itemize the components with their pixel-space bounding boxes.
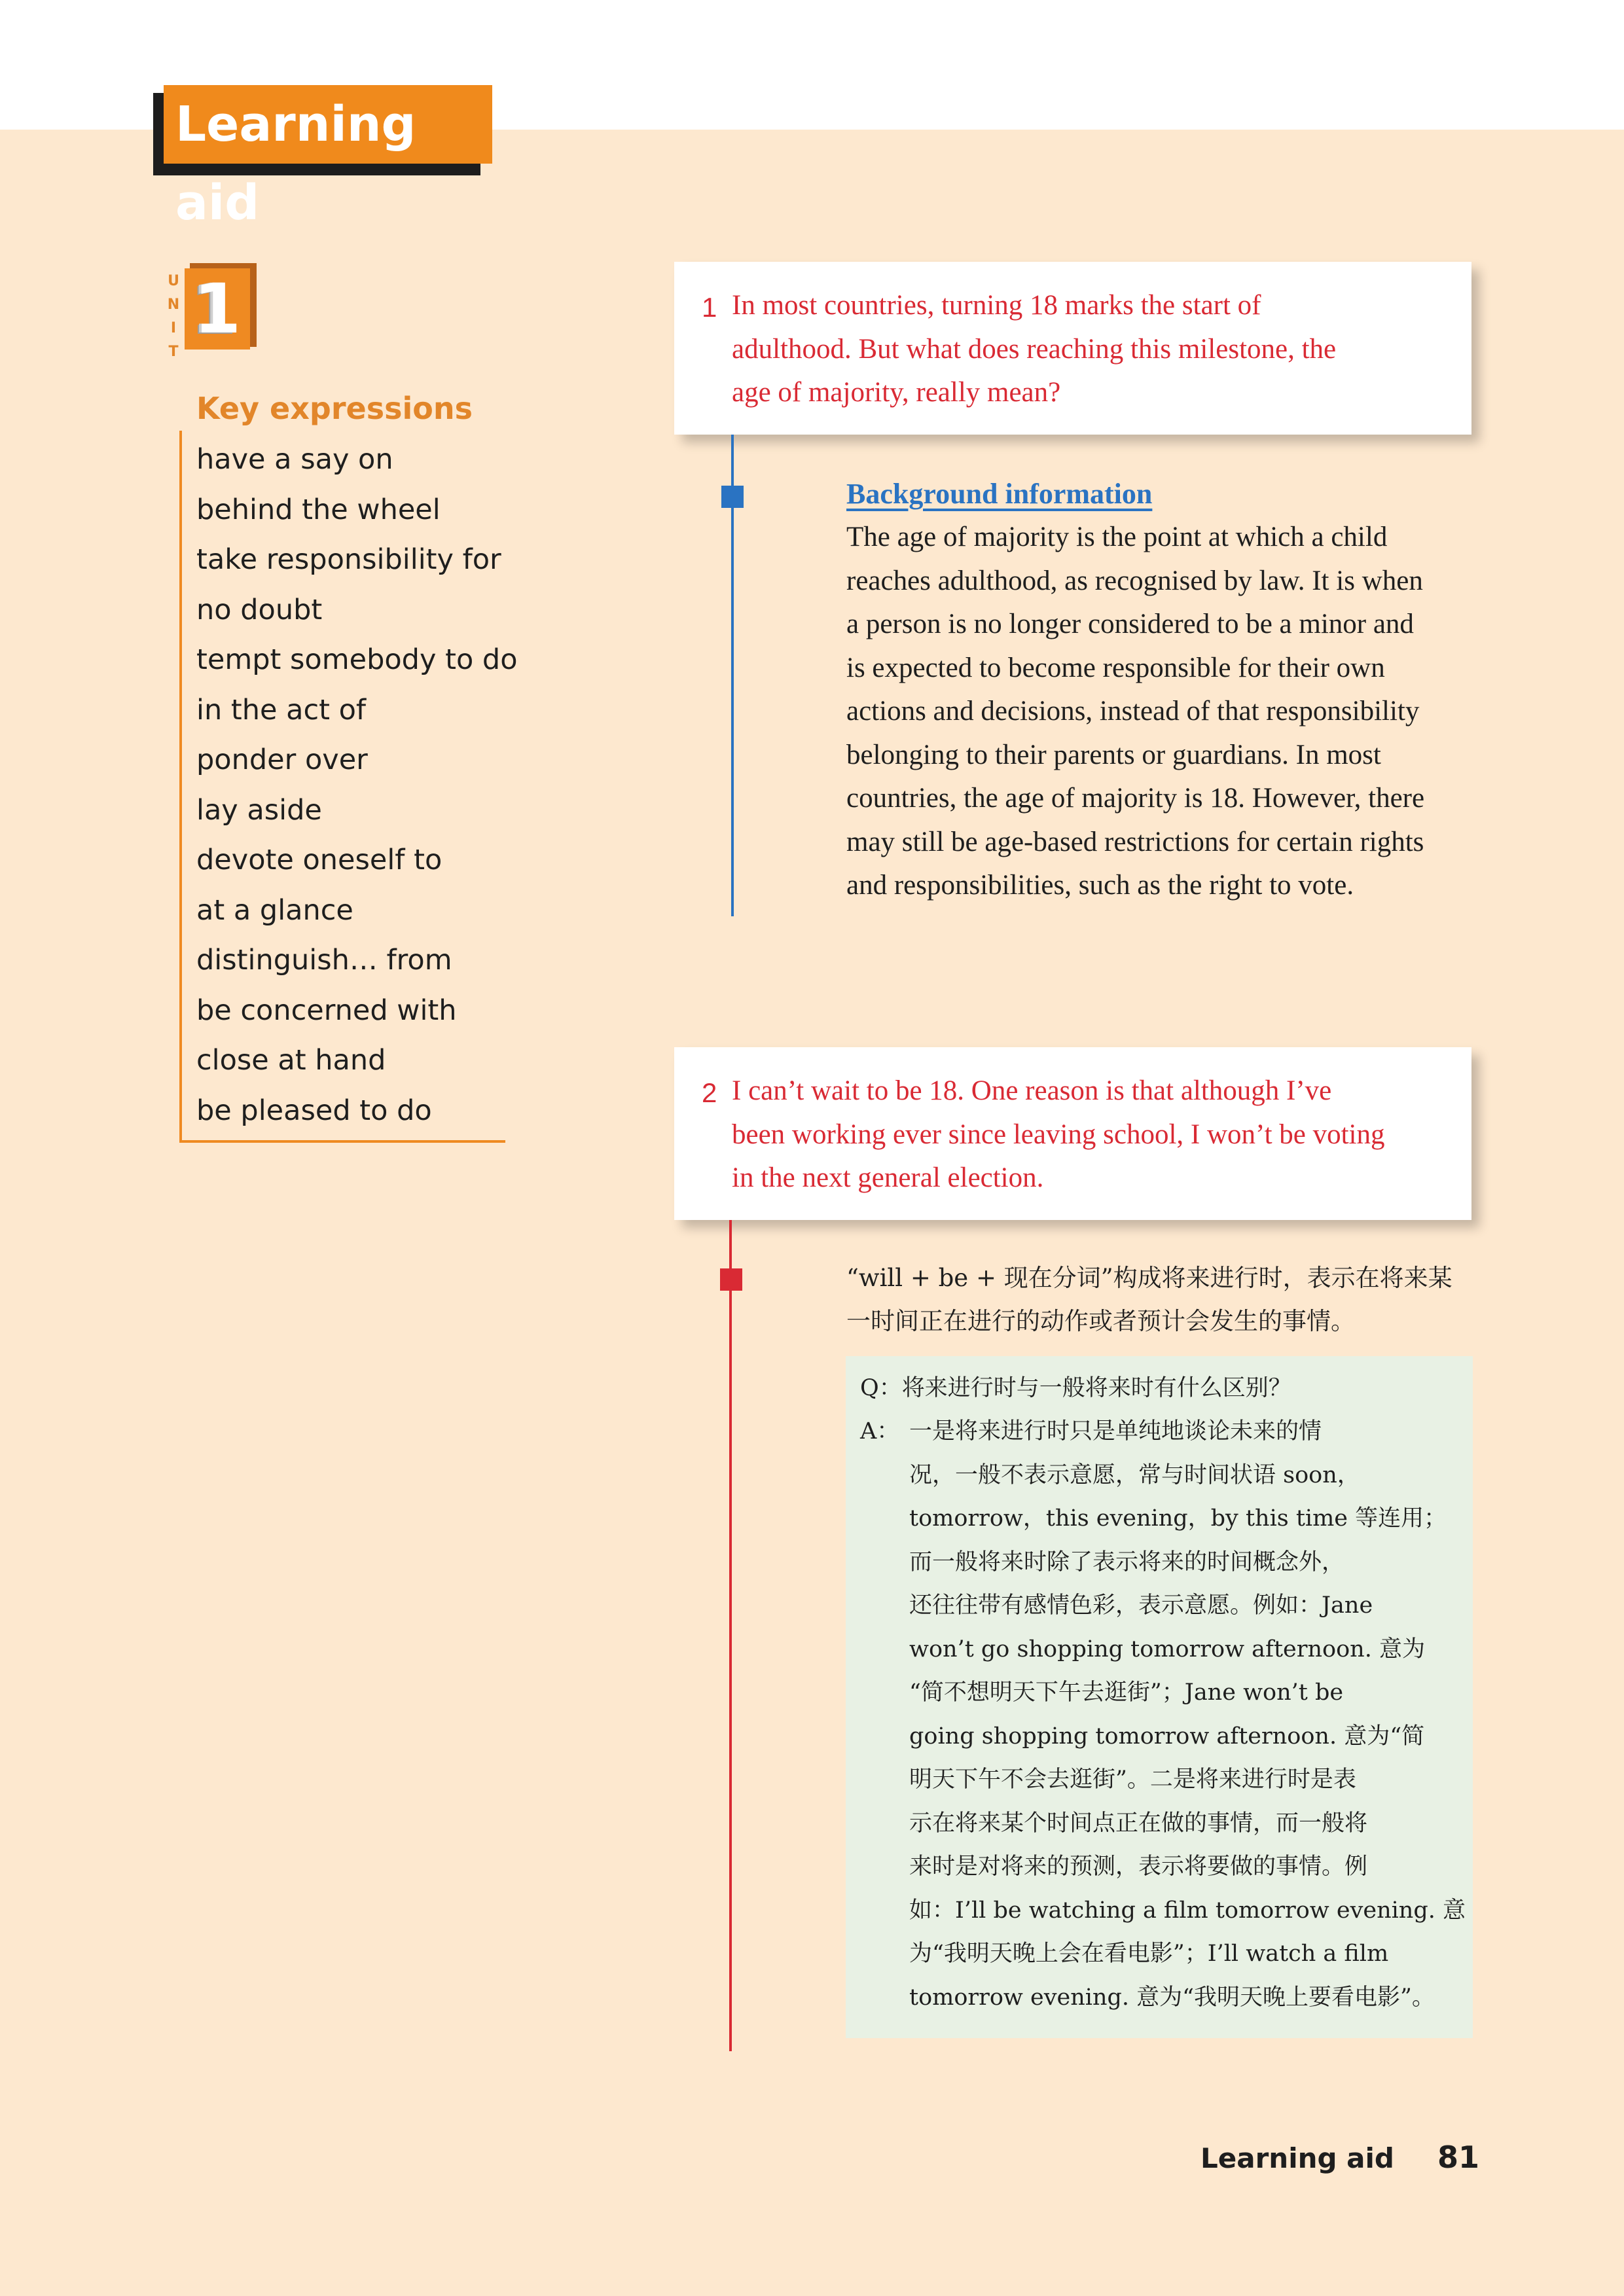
- background-line: actions and decisions, instead of that responsibility: [846, 696, 1420, 726]
- unit-letter: N: [167, 296, 180, 313]
- key-expression-item: be concerned with: [196, 994, 457, 1027]
- key-expression-item: distinguish… from: [196, 944, 452, 977]
- key-expression-item: ponder over: [196, 744, 368, 776]
- note-2-quote-line: I can’t wait to be 18. One reason is that although I’ve: [732, 1075, 1332, 1106]
- key-expression-item: at a glance: [196, 893, 353, 927]
- qa-answer-line: 为“我明天晚上会在看电影”；I’ll watch a film: [909, 1941, 1389, 1967]
- qa-question: Q：将来进行时与一般将来时有什么区别？: [860, 1375, 1291, 1401]
- qa-answer-line: tomorrow evening. 意为“我明天晚上要看电影”。: [909, 1984, 1435, 2011]
- footer-section-label: Learning aid: [1200, 2142, 1394, 2174]
- note-1-quote: [732, 284, 1458, 415]
- unit-number: 1: [185, 268, 250, 350]
- key-expression-item: no doubt: [196, 593, 323, 626]
- note-2-connector-line: [729, 1220, 732, 2051]
- key-expression-item: tempt somebody to do: [196, 643, 518, 676]
- qa-answer-label: A：: [860, 1418, 900, 1444]
- grammar-note: [846, 1257, 1478, 1343]
- note-2-number: 2: [702, 1077, 717, 1108]
- note-1-quote-line: In most countries, turning 18 marks the start of: [732, 290, 1261, 321]
- key-expression-item: have a say on: [196, 443, 393, 476]
- qa-answer-line: 如：I’ll be watching a film tomorrow evening. 意: [909, 1897, 1466, 1924]
- qa-answer-line: “简不想明天下午去逛街”；Jane won’t be: [909, 1679, 1344, 1706]
- key-expression-item: devote oneself to: [196, 844, 442, 876]
- background-line: reaches adulthood, as recognised by law. It is when: [846, 565, 1423, 596]
- background-information-text: [846, 516, 1465, 908]
- grammar-note-line: 一时间正在进行的动作或者预计会发生的事情。: [846, 1307, 1355, 1335]
- key-expression-item: lay aside: [196, 793, 322, 827]
- qa-panel: [846, 1356, 1473, 2038]
- note-2-quote-box: [674, 1047, 1471, 1220]
- note-1-marker: [721, 486, 744, 508]
- qa-answer-line: won’t go shopping tomorrow afternoon. 意为: [909, 1636, 1425, 1662]
- qa-answer-line: 明天下午不会去逛街”。二是将来进行时是表: [909, 1767, 1356, 1793]
- key-expressions-border: [179, 431, 182, 1143]
- note-1-quote-box: [674, 262, 1471, 435]
- note-2-quote: [732, 1069, 1458, 1200]
- note-2-quote-line: been working ever since leaving school, I won’t be voting: [732, 1119, 1385, 1150]
- qa-answer-line: 况，一般不表示意愿，常与时间状语 soon，: [909, 1462, 1360, 1488]
- key-expression-item: be pleased to do: [196, 1094, 432, 1127]
- qa-answer-line: 一是将来进行时只是单纯地谈论未来的情: [909, 1418, 1322, 1444]
- unit-letter: I: [170, 320, 177, 336]
- qa-answer-line: going shopping tomorrow afternoon. 意为“简: [909, 1723, 1425, 1749]
- key-expressions-bottom-rule: [179, 1140, 505, 1143]
- key-expression-item: in the act of: [196, 693, 367, 726]
- background-information-title: Background information: [846, 478, 1153, 510]
- qa-answer-line: 来时是对将来的预测，表示将要做的事情。例: [909, 1854, 1368, 1880]
- qa-answer: [909, 1410, 1466, 2019]
- background-line: a person is no longer considered to be a minor and: [846, 609, 1414, 639]
- qa-answer-line: 还往往带有感情色彩，表示意愿。例如：Jane: [909, 1592, 1373, 1619]
- key-expressions-title: Key expressions: [196, 391, 473, 426]
- background-line: countries, the age of majority is 18. However, there: [846, 783, 1425, 814]
- note-2-marker: [720, 1268, 742, 1291]
- unit-letter: U: [168, 273, 179, 289]
- unit-label: [164, 270, 183, 364]
- qa-answer-line: 示在将来某个时间点正在做的事情，而一般将: [909, 1810, 1368, 1837]
- key-expressions-list: [196, 435, 518, 1136]
- note-1-number: 1: [702, 292, 717, 323]
- key-expression-item: close at hand: [196, 1044, 386, 1077]
- note-2-quote-line: in the next general election.: [732, 1162, 1044, 1193]
- key-expression-item: behind the wheel: [196, 493, 441, 526]
- page-number: 81: [1437, 2140, 1480, 2175]
- note-1-quote-line: age of majority, really mean?: [732, 377, 1061, 408]
- key-expression-item: take responsibility for: [196, 543, 501, 576]
- unit-letter: T: [168, 344, 179, 360]
- note-1-quote-line: adulthood. But what does reaching this milestone, the: [732, 333, 1337, 365]
- qa-answer-line: 而一般将来时除了表示将来的时间概念外，: [909, 1549, 1345, 1575]
- background-line: The age of majority is the point at which a child: [846, 522, 1388, 552]
- header-tag: Learning aid: [164, 85, 492, 164]
- background-line: belonging to their parents or guardians. In most: [846, 739, 1381, 770]
- background-line: is expected to become responsible for their own: [846, 652, 1385, 683]
- background-line: and responsibilities, such as the right to vote.: [846, 870, 1354, 901]
- qa-answer-line: tomorrow，this evening，by this time 等连用；: [909, 1505, 1447, 1532]
- grammar-note-line: “will + be + 现在分词”构成将来进行时，表示在将来某: [846, 1264, 1453, 1292]
- background-line: may still be age-based restrictions for certain rights: [846, 826, 1424, 857]
